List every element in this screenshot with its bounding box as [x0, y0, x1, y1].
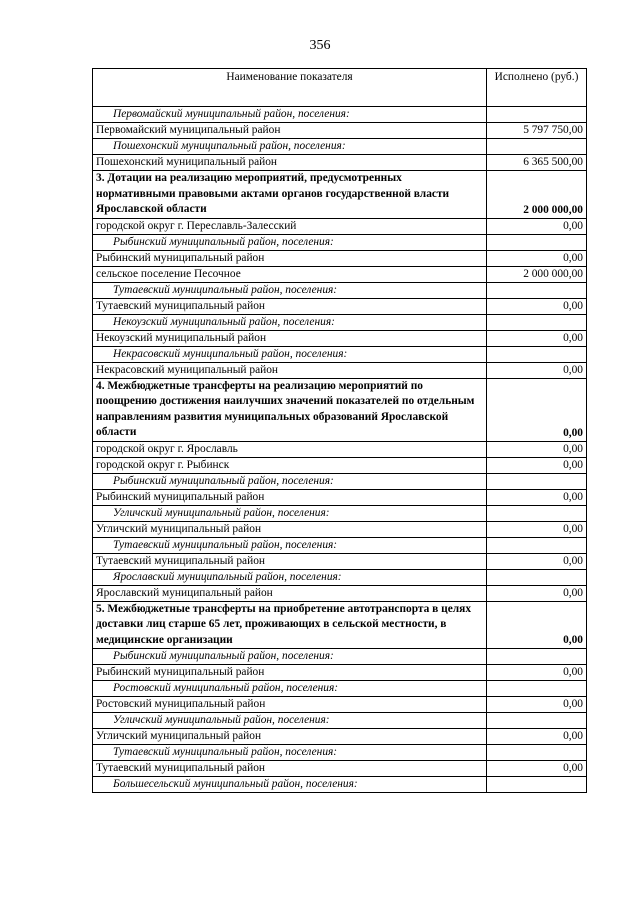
- header-name: Наименование показателя: [93, 69, 487, 107]
- table-row: [93, 665, 587, 681]
- row-value: [487, 139, 587, 155]
- row-value: [487, 537, 587, 553]
- row-value: 0,00: [487, 218, 587, 234]
- row-name: Рыбинский муниципальный район, поселения:: [93, 473, 487, 489]
- row-value: 0,00: [487, 521, 587, 537]
- row-value: 0,00: [487, 378, 587, 441]
- row-value: [487, 234, 587, 250]
- row-name: Некрасовский муниципальный район, поселения:: [93, 346, 487, 362]
- subheader-row: [93, 649, 587, 665]
- row-name: 4. Межбюджетные трансферты на реализацию мероприятий по поощрению достижения наилучших значений показателей по отдельным направлениям развития муниципальных образований Ярославской области: [93, 378, 487, 441]
- section-row: [93, 378, 587, 441]
- subheader-row: [93, 537, 587, 553]
- row-name: Рыбинский муниципальный район: [93, 250, 487, 266]
- table-row: [93, 298, 587, 314]
- row-value: 0,00: [487, 298, 587, 314]
- row-value: [487, 314, 587, 330]
- row-value: [487, 346, 587, 362]
- row-value: [487, 777, 587, 793]
- row-value: 0,00: [487, 489, 587, 505]
- table-row: [93, 250, 587, 266]
- row-value: [487, 569, 587, 585]
- subheader-row: [93, 505, 587, 521]
- row-name: Некоузский муниципальный район: [93, 330, 487, 346]
- row-name: Тутаевский муниципальный район, поселения:: [93, 537, 487, 553]
- table-row: [93, 123, 587, 139]
- subheader-row: [93, 107, 587, 123]
- row-value: [487, 681, 587, 697]
- table-header: [93, 69, 587, 107]
- row-value: 0,00: [487, 441, 587, 457]
- row-value: [487, 473, 587, 489]
- row-name: Тутаевский муниципальный район: [93, 553, 487, 569]
- subheader-row: [93, 777, 587, 793]
- section-row: [93, 171, 587, 219]
- row-value: 0,00: [487, 761, 587, 777]
- table-row: [93, 155, 587, 171]
- row-name: Угличский муниципальный район: [93, 729, 487, 745]
- header-value: Исполнено (руб.): [487, 69, 587, 107]
- table-row: [93, 521, 587, 537]
- row-name: Рыбинский муниципальный район: [93, 489, 487, 505]
- row-name: Угличский муниципальный район, поселения:: [93, 505, 487, 521]
- subheader-row: [93, 346, 587, 362]
- row-value: 0,00: [487, 729, 587, 745]
- row-value: 2 000 000,00: [487, 266, 587, 282]
- table-row: [93, 729, 587, 745]
- subheader-row: [93, 314, 587, 330]
- row-value: [487, 745, 587, 761]
- table-row: [93, 553, 587, 569]
- subheader-row: [93, 713, 587, 729]
- row-name: Первомайский муниципальный район, поселения:: [93, 107, 487, 123]
- subheader-row: [93, 569, 587, 585]
- subheader-row: [93, 745, 587, 761]
- row-name: Первомайский муниципальный район: [93, 123, 487, 139]
- row-name: Ярославский муниципальный район: [93, 585, 487, 601]
- table-row: [93, 585, 587, 601]
- table-row: [93, 457, 587, 473]
- row-name: Некоузский муниципальный район, поселения:: [93, 314, 487, 330]
- row-name: Ростовский муниципальный район: [93, 697, 487, 713]
- row-value: 6 365 500,00: [487, 155, 587, 171]
- row-value: [487, 649, 587, 665]
- row-value: 0,00: [487, 457, 587, 473]
- table-row: [93, 761, 587, 777]
- row-name: 3. Дотации на реализацию мероприятий, предусмотренных нормативными правовыми актами органов государственной власти Ярославской области: [93, 171, 487, 219]
- row-name: 5. Межбюджетные трансферты на приобретение автотранспорта в целях доставки лиц старше 65 лет, проживающих в сельской местности, в медицинские организации: [93, 601, 487, 649]
- row-value: [487, 282, 587, 298]
- page-number: 356: [309, 38, 331, 53]
- row-value: 0,00: [487, 665, 587, 681]
- table-body: [93, 107, 587, 793]
- row-name: городской округ г. Ярославль: [93, 441, 487, 457]
- row-name: Тутаевский муниципальный район, поселения:: [93, 745, 487, 761]
- row-value: [487, 107, 587, 123]
- row-value: 0,00: [487, 330, 587, 346]
- row-name: Пошехонский муниципальный район, поселения:: [93, 139, 487, 155]
- subheader-row: [93, 139, 587, 155]
- table-row: [93, 266, 587, 282]
- subheader-row: [93, 234, 587, 250]
- row-value: [487, 713, 587, 729]
- header-row: [93, 69, 587, 107]
- table-row: [93, 362, 587, 378]
- row-name: Тутаевский муниципальный район: [93, 761, 487, 777]
- row-value: 0,00: [487, 362, 587, 378]
- report-table: [92, 68, 587, 793]
- subheader-row: [93, 282, 587, 298]
- row-value: 0,00: [487, 553, 587, 569]
- subheader-row: [93, 473, 587, 489]
- row-name: Угличский муниципальный район: [93, 521, 487, 537]
- row-value: 0,00: [487, 250, 587, 266]
- row-value: 5 797 750,00: [487, 123, 587, 139]
- row-name: городской округ г. Переславль-Залесский: [93, 218, 487, 234]
- row-name: Ростовский муниципальный район, поселения:: [93, 681, 487, 697]
- table-row: [93, 489, 587, 505]
- row-value: 0,00: [487, 601, 587, 649]
- row-name: Угличский муниципальный район, поселения:: [93, 713, 487, 729]
- row-value: 2 000 000,00: [487, 171, 587, 219]
- table-row: [93, 697, 587, 713]
- row-name: Ярославский муниципальный район, поселения:: [93, 569, 487, 585]
- row-name: Большесельский муниципальный район, поселения:: [93, 777, 487, 793]
- section-row: [93, 601, 587, 649]
- table-row: [93, 218, 587, 234]
- row-name: Рыбинский муниципальный район, поселения:: [93, 234, 487, 250]
- row-name: сельское поселение Песочное: [93, 266, 487, 282]
- row-value: [487, 505, 587, 521]
- row-name: Тутаевский муниципальный район: [93, 298, 487, 314]
- row-name: Пошехонский муниципальный район: [93, 155, 487, 171]
- subheader-row: [93, 681, 587, 697]
- table-row: [93, 330, 587, 346]
- row-name: Рыбинский муниципальный район: [93, 665, 487, 681]
- row-value: 0,00: [487, 585, 587, 601]
- row-name: городской округ г. Рыбинск: [93, 457, 487, 473]
- row-name: Тутаевский муниципальный район, поселения:: [93, 282, 487, 298]
- row-value: 0,00: [487, 697, 587, 713]
- table-row: [93, 441, 587, 457]
- row-name: Некрасовский муниципальный район: [93, 362, 487, 378]
- row-name: Рыбинский муниципальный район, поселения:: [93, 649, 487, 665]
